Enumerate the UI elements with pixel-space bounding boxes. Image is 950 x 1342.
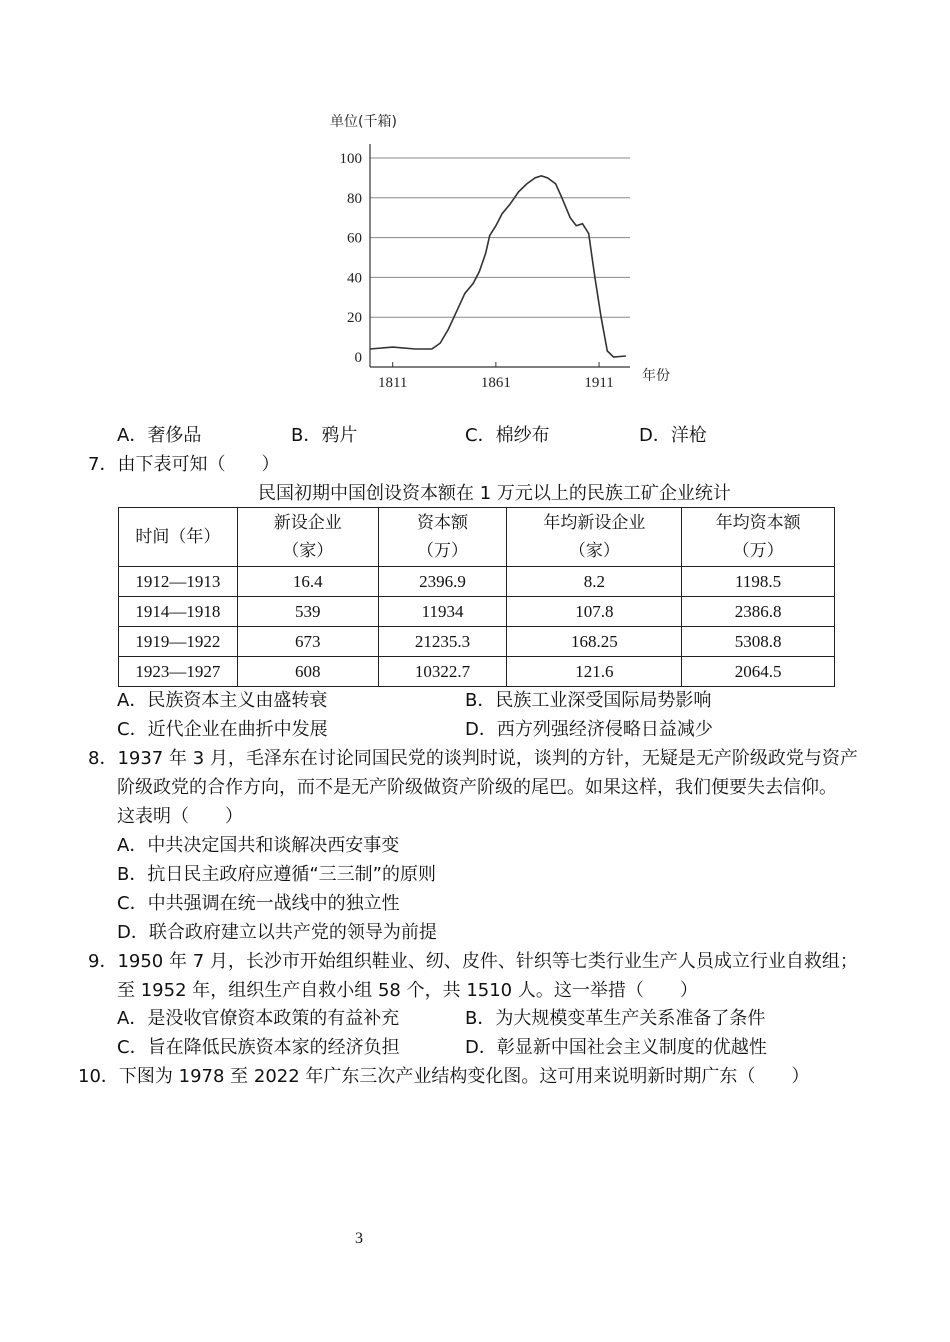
table-cell: 10322.7 — [378, 657, 507, 687]
q9-stem-line-2: 至 1952 年，组织生产自救小组 58 个，共 1510 人。这一举措（ ） — [117, 980, 698, 1001]
y-tick-label: 20 — [347, 310, 362, 327]
table-cell: 168.25 — [507, 627, 682, 657]
y-tick-label: 60 — [347, 230, 362, 247]
table-cell: 107.8 — [507, 597, 682, 627]
q7-option-a[interactable]: A．民族资本主义由盛转衰 — [117, 690, 328, 711]
table-cell: 2396.9 — [378, 567, 507, 597]
x-tick-label: 1861 — [480, 375, 511, 391]
opium-import-chart — [320, 108, 690, 393]
q6-option-d[interactable]: D．洋枪 — [639, 425, 707, 446]
table-cell: 608 — [237, 657, 378, 687]
q8-stem-line-2: 阶级政党的合作方向，而不是无产阶级做资产阶级的尾巴。如果这样，我们便要失去信仰。 — [117, 777, 837, 798]
table-cell: 8.2 — [507, 567, 682, 597]
table-row — [119, 657, 835, 687]
table-cell: 16.4 — [237, 567, 378, 597]
table-cell: 539 — [237, 597, 378, 627]
table-row — [119, 627, 835, 657]
page-number: 3 — [355, 1230, 363, 1247]
chart-x-axis-label: 年份 — [642, 368, 670, 384]
q9-option-a[interactable]: A．是没收官僚资本政策的有益补充 — [117, 1008, 400, 1029]
q8-stem-line-1: 8．1937 年 3 月，毛泽东在讨论同国民党的谈判时说，谈判的方针，无疑是无产阶级政党与资产 — [88, 748, 858, 769]
table-cell: 1914—1918 — [119, 597, 238, 627]
y-tick-label: 40 — [347, 270, 362, 287]
table-cell: 1919—1922 — [119, 627, 238, 657]
q6-option-c[interactable]: C．棉纱布 — [465, 425, 550, 446]
table-cell: 1923—1927 — [119, 657, 238, 687]
x-tick-label: 1811 — [377, 375, 408, 391]
chart-series-line — [370, 176, 626, 357]
x-tick-label: 1911 — [584, 375, 614, 391]
table-row — [119, 567, 835, 597]
header-cell: 年均资本额 （万） — [682, 508, 835, 567]
header-cell: 新设企业 （家） — [237, 508, 378, 567]
table-cell: 1912—1913 — [119, 567, 238, 597]
q6-option-a[interactable]: A．奢侈品 — [117, 425, 202, 446]
table-cell: 2064.5 — [682, 657, 835, 687]
q7-option-c[interactable]: C．近代企业在曲折中发展 — [117, 719, 328, 740]
q10-stem: 10．下图为 1978 至 2022 年广东三次产业结构变化图。这可用来说明新时期广东（ ） — [78, 1066, 810, 1087]
q6-option-b[interactable]: B．鸦片 — [291, 425, 358, 446]
header-cell: 资本额 （万） — [378, 508, 507, 567]
q9-option-d[interactable]: D．彰显新中国社会主义制度的优越性 — [465, 1037, 767, 1058]
q9-option-c[interactable]: C．旨在降低民族资本家的经济负担 — [117, 1037, 400, 1058]
q9-option-b[interactable]: B．为大规模变革生产关系准备了条件 — [465, 1008, 766, 1029]
table-row — [119, 597, 835, 627]
y-tick-label: 100 — [339, 151, 362, 167]
q8-option-d[interactable]: D．联合政府建立以共产党的领导为前提 — [117, 922, 437, 943]
y-tick-label: 80 — [347, 190, 362, 207]
q9-stem-line-1: 9．1950 年 7 月，长沙市开始组织鞋业、纫、皮件、针织等七类行业生产人员成立行业自救组； — [88, 951, 858, 972]
q7-table-title: 民国初期中国创设资本额在 1 万元以上的民族工矿企业统计 — [258, 483, 731, 504]
table-cell: 5308.8 — [682, 627, 835, 657]
table-cell: 1198.5 — [682, 567, 835, 597]
q8-stem-line-3: 这表明（ ） — [117, 806, 243, 827]
table-header-row — [119, 508, 835, 567]
table-cell: 121.6 — [507, 657, 682, 687]
q8-option-a[interactable]: A．中共决定国共和谈解决西安事变 — [117, 835, 400, 856]
table-cell: 673 — [237, 627, 378, 657]
table-cell: 11934 — [378, 597, 507, 627]
header-cell: 年均新设企业 （家） — [507, 508, 682, 567]
y-tick-label: 0 — [354, 350, 362, 366]
chart-gridlines — [370, 158, 630, 317]
table-cell: 2386.8 — [682, 597, 835, 627]
chart-tick-labels — [340, 151, 614, 391]
header-cell: 时间（年） — [119, 508, 238, 567]
q8-option-b[interactable]: B．抗日民主政府应遵循“三三制”的原则 — [117, 864, 436, 885]
q8-option-c[interactable]: C．中共强调在统一战线中的独立性 — [117, 893, 400, 914]
q7-option-b[interactable]: B．民族工业深受国际局势影响 — [465, 690, 712, 711]
table-cell: 21235.3 — [378, 627, 507, 657]
q7-option-d[interactable]: D．西方列强经济侵略日益减少 — [465, 719, 713, 740]
q7-stem: 7．由下表可知（ ） — [88, 454, 280, 475]
q7-table — [118, 507, 835, 687]
chart-y-axis-label: 单位(千箱) — [330, 114, 397, 130]
